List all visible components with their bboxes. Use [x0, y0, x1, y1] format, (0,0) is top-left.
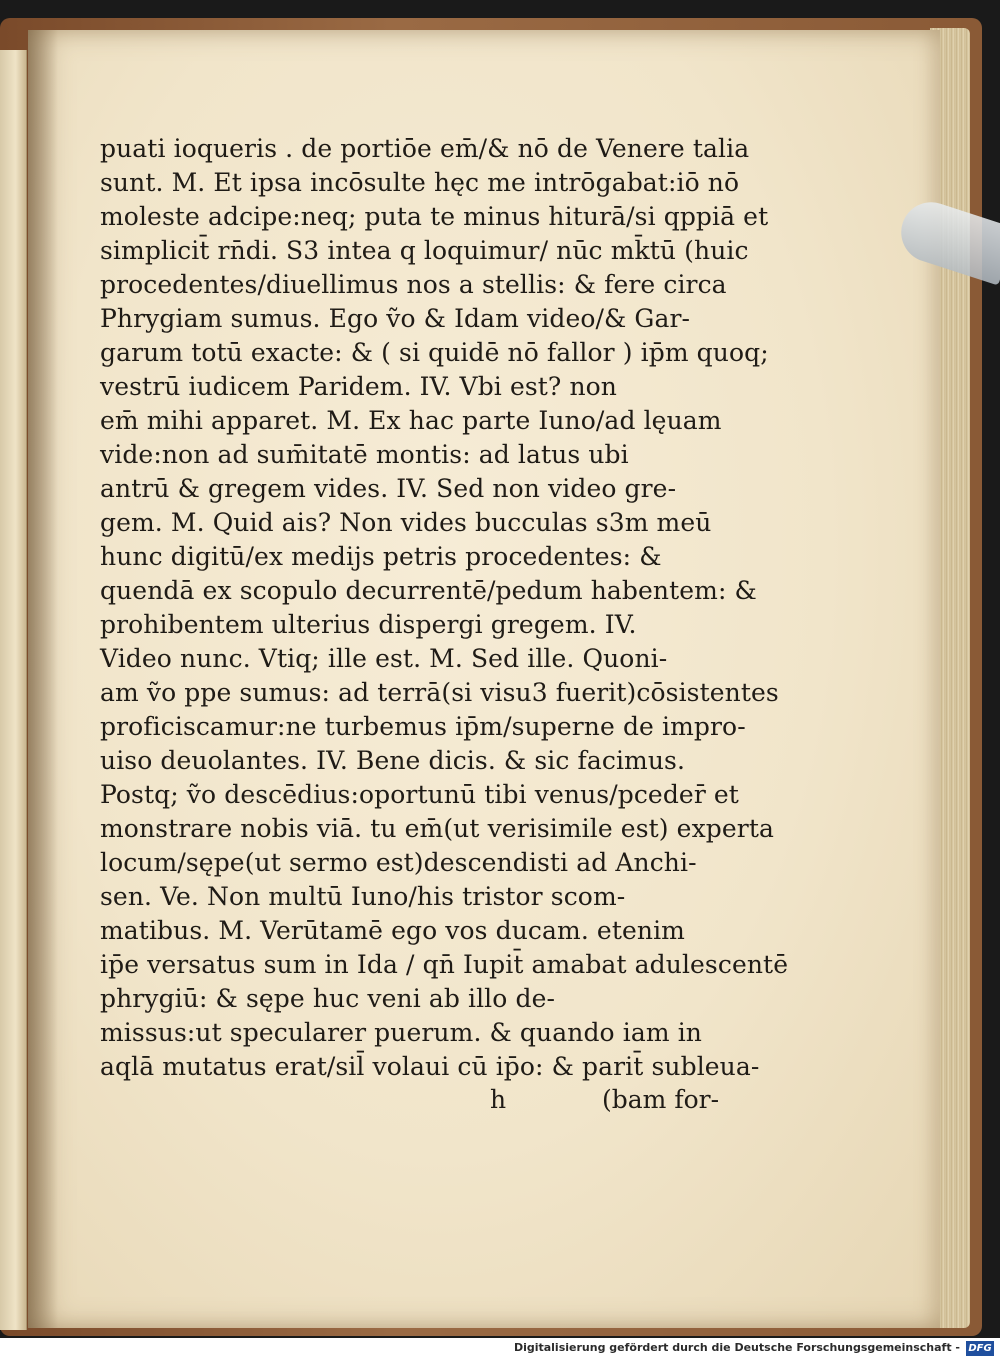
- spine-shadow: [28, 30, 58, 1328]
- text-line: am ṽo ppe sumus: ad terrā(si visu3 fuerit)cōsistentes: [100, 678, 779, 707]
- left-page-edge: [0, 50, 27, 1330]
- text-line: matibus. M. Verūtamē ego vos ducam. etenim: [100, 916, 685, 945]
- text-line: antrū & gregem vides. IV. Sed non video gre-: [100, 474, 677, 503]
- text-line: uiso deuolantes. IV. Bene dicis. & sic facimus.: [100, 746, 686, 775]
- text-line: procedentes/diuellimus nos a stellis: & fere circa: [100, 270, 727, 299]
- text-line: aqlā mutatus erat/sil̄ volaui cū ip̄o: & parit̄ subleua-: [100, 1052, 760, 1081]
- dfg-logo: DFG: [966, 1341, 994, 1356]
- text-line: prohibentem ulterius dispergi gregem. IV.: [100, 610, 637, 639]
- text-line: proficiscamur:ne turbemus ip̄m/superne de impro-: [100, 712, 746, 741]
- text-line: locum/sępe(ut sermo est)descendisti ad Anchi-: [100, 848, 697, 877]
- text-line: Phrygiam sumus. Ego ṽo & Idam video/& Gar-: [100, 304, 691, 333]
- text-line: quendā ex scopulo decurrentē/pedum habentem: &: [100, 576, 757, 605]
- text-line: gem. M. Quid ais? Non vides bucculas s3m meū: [100, 508, 712, 537]
- text-line: puati ioqueris . de portiōe em̄/& nō de Venere talia: [100, 134, 750, 163]
- footer-bar: [0, 1338, 1000, 1360]
- text-line: missus:ut specularer puerum. & quando iam in: [100, 1018, 702, 1047]
- catchword: (bam for-: [602, 1085, 720, 1114]
- text-line: garum totū exacte: & ( si quidē nō fallor ) ip̄m quoq;: [100, 338, 769, 367]
- text-line: moleste adcipe:neq; puta te minus hiturā/si qppiā et: [100, 202, 769, 231]
- digitization-credit: Digitalisierung gefördert durch die Deutsche Forschungsgemeinschaft -: [513, 1341, 960, 1354]
- text-line: Video nunc. Vtiq; ille est. M. Sed ille. Quoni-: [100, 644, 668, 673]
- text-line: monstrare nobis viā. tu em̄(ut verisimile est) experta: [100, 814, 774, 843]
- text-line: sunt. M. Et ipsa incōsulte hęc me intrōgabat:iō nō: [100, 168, 740, 197]
- text-line: hunc digitū/ex medijs petris procedentes: &: [100, 542, 662, 571]
- text-line: vide:non ad sum̄itatē montis: ad latus ubi: [100, 440, 629, 469]
- text-line: phrygiū: & sępe huc veni ab illo de-: [100, 984, 556, 1013]
- text-line: em̄ mihi apparet. M. Ex hac parte Iuno/ad lęuam: [100, 406, 722, 435]
- text-line: Postq; ṽo descēdius:oportunū tibi venus/pceder̄ et: [100, 780, 739, 809]
- text-line: simplicit̄ rn̄di. S3 intea q loquimur/ nūc mk̄tū (huic: [100, 236, 749, 265]
- text-line: ip̄e versatus sum in Ida / qn̄ Iupit̄ amabat adulescentē: [100, 950, 789, 979]
- signature-mark: h: [490, 1085, 507, 1114]
- text-line: sen. Ve. Non multū Iuno/his tristor scom-: [100, 882, 626, 911]
- text-line: vestrū iudicem Paridem. IV. Vbi est? non: [100, 372, 618, 401]
